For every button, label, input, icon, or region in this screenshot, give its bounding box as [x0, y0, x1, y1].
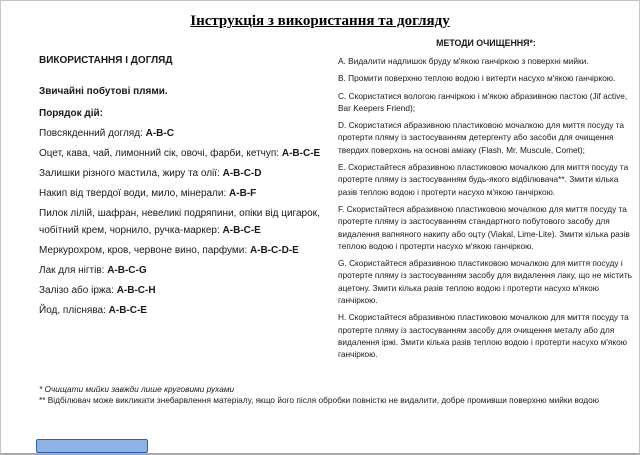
cleaning-method-a: A. Видалити надлишок бруду м'якою ганчіркою з поверхні мийки. — [338, 56, 589, 66]
procedure-label: Порядок дій: — [39, 108, 103, 119]
stain-item-code: A-B-C-E — [281, 148, 321, 159]
footnote-circular-motion: * Очищати мийки завжди лише круговими рухами — [39, 384, 235, 394]
stain-item-code: A-B-C-G — [107, 264, 147, 276]
stain-item-text: Повсякденний догляд: — [39, 128, 146, 139]
stain-item-code: A-B-C-D — [222, 168, 262, 179]
cleaning-method-b: B. Промити поверхню теплою водою і витерти насухо м'якою ганчіркою. — [338, 73, 616, 84]
stain-item-text: Оцет, кава, чай, лимонний сік, овочі, фарби, кетчуп: — [39, 148, 282, 159]
footnotes-section — [39, 384, 625, 406]
cleaning-methods-heading: МЕТОДИ ОЧИЩЕННЯ*: — [436, 38, 536, 48]
stain-item-text: Залізо або іржа: — [39, 284, 117, 296]
cleaning-method-d: D. Скористатися абразивною пластиковою мочалкою для миття посуду та протерти пляму із застосуванням детергенту або засоби для очищення твердих поверхонь на основі аміаку (Flash, Mr. Muscule, Comet); — [338, 120, 624, 155]
stain-item-code: A-B-F — [229, 188, 257, 199]
footnote-bleach-warning: ** Відбілювач може викликати знебарвлення матеріалу, якщо його після обробки повністю не видалити, добре промивши поверхню мийки водою — [39, 395, 599, 405]
stain-item-text: Лак для нігтів: — [39, 264, 108, 276]
cleaning-method-e: E. Скористайтеся абразивною пластиковою мочалкою для миття посуду та протерте пляму із застосуванням будь-якого відбілювача**. Змити кілька разів теплою водою і протерти насухо м'якою ганчіркою. — [338, 162, 629, 197]
stain-item-text: Пилок лілій, шафран, невеликі подряпини, опіки від цигарок, чобітний крем, чорнило, ручка-маркер: — [39, 208, 320, 236]
stain-item-text: Меркурохром, кров, червоне вино, парфуми: — [39, 244, 250, 256]
stain-item — [39, 146, 327, 163]
cleaning-method-h: H. Скористайтеся абразивною пластиковою мочалкою для миття посуду та протерте пляму із застосуванням засобу для очищення металу або для видалення іржі. Змити кілька разів теплою водою і протерти насухо м'якою ганчіркою. — [338, 312, 629, 360]
stain-item-code: A-B-C-D-E — [249, 244, 299, 256]
stain-item — [39, 243, 327, 260]
stain-item-text: Залишки різного мастила, жиру та олії: — [39, 168, 223, 179]
stain-item-text: Йод, пліснява: — [39, 304, 109, 316]
stain-item — [39, 126, 327, 143]
common-stains-subheading: Звичайні побутові плями. — [39, 86, 168, 97]
stain-item-code: A-B-C-E — [108, 304, 147, 316]
right-column — [338, 37, 634, 366]
stain-item — [39, 263, 327, 280]
cleaning-method-g: G. Скористайтеся абразивною пластиковою мочалкою для миття посуду і протерте пляму із застосуванням засобу для видалення лаку, що не містить ацетону. Змити кілька разів теплою водою і протерти насухо м'якою ганчіркою. — [338, 258, 632, 306]
stain-item — [39, 166, 327, 183]
stain-item — [39, 303, 327, 320]
highlight-box[interactable] — [36, 439, 148, 453]
page-title: Інструкція з використання та догляду — [190, 13, 450, 29]
stain-item-code: A-B-C-H — [116, 284, 156, 296]
cleaning-method-f: F. Скористайтеся абразивною пластиковою мочалкою для миття посуду та протерте пляму із застосуванням стандартного побутового засобу для видалення вапняного накипу або оцту (Viakal, Lime-Lite). Змити кілька разів теплою водою і протерти насухо м'якою ганчіркою. — [338, 203, 630, 251]
cleaning-method-c: C. Скористатися вологою ганчіркою і м'якою абразивною пастою (Jif active, Bar Keepers Friend); — [338, 90, 628, 113]
stain-item-text: Накип від твердої води, мило, мінерали: — [39, 188, 230, 199]
use-and-care-heading: ВИКОРИСТАННЯ І ДОГЛЯД — [39, 55, 173, 66]
stain-item — [39, 206, 327, 239]
stain-item-code: A-B-C — [145, 128, 174, 139]
stain-item — [39, 283, 327, 300]
stain-item-code: A-B-C-E — [222, 224, 261, 236]
stain-item — [39, 186, 327, 203]
left-column — [39, 53, 327, 323]
